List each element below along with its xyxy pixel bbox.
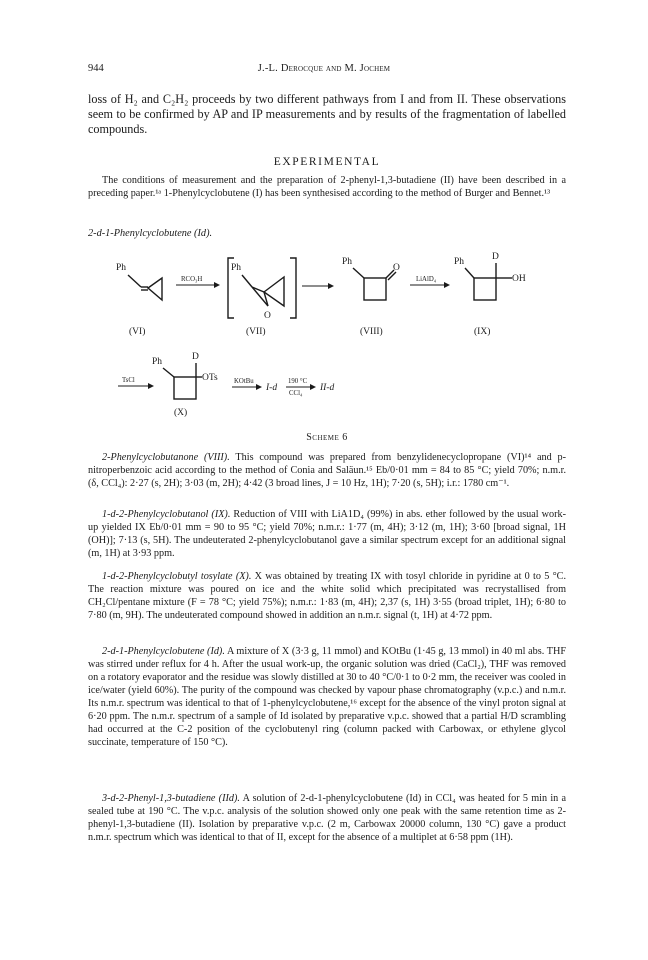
paragraph-ix: [88, 508, 566, 560]
reaction-scheme: [88, 244, 566, 420]
paragraph-iid-text: A solution of 2-d-1-phenylcyclobutene (Id) in CCl₄ was heated for 5 min in a sealed tube at 190 °C. The v.p.c. analysis of the solution showed only one peak with the same retention time as 2-phenyl-1,3-butadiene (II). Isolation by preparative v.p.c. (2 m, Carbowax 20000 column, 130 °C) gave a product n.m.r. spectrum which was identical to that of II, except for the absence of a multiplet at 6·58 ppm (1H).: [88, 793, 566, 843]
x-deuterium-label: D: [192, 352, 199, 362]
paragraph-viii-title: 2-Phenylcyclobutanone (VIII).: [102, 452, 230, 463]
vi-cyclopropane-ring: [148, 278, 162, 300]
ix-deuterium-label: D: [492, 252, 499, 262]
compound-label-viii: (VIII): [360, 327, 383, 337]
x-cyclobutane-ring: [174, 377, 196, 399]
ix-ph-bond: [465, 268, 474, 278]
compound-label-vii: (VII): [246, 327, 266, 337]
scheme-subheading: 2-d-1-Phenylcyclobutene (Id).: [88, 228, 213, 239]
reaction-scheme-drawing: [88, 244, 566, 420]
scheme-caption: Scheme 6: [306, 432, 348, 443]
ix-phenyl-label: Ph: [454, 257, 465, 267]
page-number: 944: [88, 63, 104, 74]
paragraph-x: [88, 570, 566, 622]
viii-phenyl-label: Ph: [342, 257, 353, 267]
arrow-head-2: [328, 283, 334, 289]
reagent-kotbu: KOtBu: [234, 378, 254, 385]
paragraph-ix-title: 1-d-2-Phenylcyclobutanol (IX).: [102, 509, 231, 520]
compound-label-vi: (VI): [129, 327, 146, 337]
x-phenyl-label: Ph: [152, 357, 163, 367]
paragraph-id: [88, 645, 566, 749]
running-head-authors: J.-L. Derocque and M. Jochem: [257, 63, 391, 74]
paragraph-viii: [88, 451, 566, 490]
paragraph-x-text: X was obtained by treating IX with tosyl chloride in pyridine at 0 to 5 °C. The reaction mixture was poured on ice and the white solid which precipitated was recrystallised from CH₂Cl/pentane mixture (F = 78 °C; yield 75%); n.m.r.: 1·83 (m, 4H); 2,37 (s, 1H) 3·55 (broad triplet, 1H); 6·80 to 7·80 (m, 9H). The undeuterated compound showed in addition an n.m.r. signal (t, 1H) at 4·72 ppm.: [88, 571, 566, 621]
arrow-head-4: [148, 383, 154, 389]
experimental-intro-paragraph: The conditions of measurement and the preparation of 2-phenyl-1,3-butadiene (II) have been described in a preceding paper.¹ᵃ 1-Phenylcyclobutene (I) has been synthesised according to the method of Burger and Bennet.¹³: [88, 175, 566, 199]
intro-paragraph: loss of H₂ and C₂H₂ proceeds by two different pathways from I and from II. These observations seem to be confirmed by AP and IP measurements and by results of the fragmentation of labelled compounds.: [88, 92, 566, 136]
arrow-head-1: [214, 282, 220, 288]
paragraph-viii-text: This compound was prepared from benzylidenecyclopropane (VI)¹⁴ and p-nitroperbenzoic acid according to the method of Conia and Saläun.¹⁵ Eb/0·01 mm = 84 to 85 °C; yield 70%; n.m.r. (δ, CCl₄): 2·27 (s, 2H); 3·03 (m, 2H); 4·42 (3 broad lines, J = 10 Hz, 1H); 7·20 (s, 5H); i.r.: 1780 cm⁻¹.: [88, 452, 566, 489]
paragraph-ix-text: Reduction of VIII with LiA1D₄ (99%) in abs. ether followed by the usual work-up yielded IX Eb/0·01 mm = 90 to 95 °C; yield 70%; n.m.r.: 1·77 (m, 4H); 3·12 (m, 1H); 3·60 [broad signal, 1H (OH)]; 7·13 (s, 5H). The undeuterated 2-phenylcyclobutanol gave a similar spectrum except for an additional signal (m, 1H) at 3·93 ppm.: [88, 509, 566, 559]
arrow-head-5: [256, 384, 262, 390]
running-head: [88, 63, 560, 77]
vii-right-bracket: [290, 258, 296, 318]
x-tosylate-label: OTs: [202, 373, 218, 383]
ix-cyclobutane-ring: [474, 278, 496, 300]
arrow-head-3: [444, 282, 450, 288]
section-heading-experimental: EXPERIMENTAL: [273, 156, 381, 168]
condition-temperature: 190 °C: [288, 378, 308, 385]
arrow-head-6: [310, 384, 316, 390]
viii-ph-bond: [353, 268, 364, 278]
paragraph-iid: [88, 792, 566, 844]
vii-oxygen-label: O: [264, 311, 271, 321]
ix-hydroxyl-label: OH: [512, 274, 526, 284]
paragraph-id-text: A mixture of X (3·3 g, 11 mmol) and KOtBu (1·45 g, 13 mmol) in 40 ml abs. THF was stirred under reflux for 4 h. After the usual work-up, the organic solution was dried (CaCl₂), THF was removed on a rotatory evaporator and the residue was slowly distilled at 30 to 40 °C/0·1 to 0·2 mm, the receiver was cooled in ice/water (yield 60%). The purity of the compound was checked by vapour phase chromatography (v.p.c.) and n.m.r. Its n.m.r. spectrum was identical to that of 1-phenylcyclobutene,¹⁶ except for the absence of the vinyl proton signal at 6·20 ppm. The n.m.r. spectrum of a sample of Id isolated by preparative v.p.c. showed that a partial H/D scrambling had occurred at the C-2 position of the cyclobutenyl ring (column packed with Carbowax, or ethylene glycol succinate, temperature of 150 °C).: [88, 646, 566, 748]
x-ph-bond: [163, 368, 174, 377]
paragraph-iid-title: 3-d-2-Phenyl-1,3-butadiene (IId).: [102, 793, 240, 804]
reagent-lialdh: LiAlD₄: [416, 276, 437, 283]
viii-cyclobutane-ring: [364, 278, 386, 300]
reagent-peracid: RCO₃H: [181, 276, 203, 283]
vi-ph-bond: [128, 275, 141, 287]
viii-oxygen-label: O: [393, 263, 400, 273]
product-iid-label: II-d: [320, 383, 335, 393]
vii-ph-bond: [242, 275, 252, 287]
condition-solvent: CCl₄: [289, 390, 303, 397]
paragraph-x-title: 1-d-2-Phenylcyclobutyl tosylate (X).: [102, 571, 252, 582]
paragraph-id-title: 2-d-1-Phenylcyclobutene (Id).: [102, 646, 225, 657]
vii-phenyl-label: Ph: [231, 263, 242, 273]
viii-carbonyl-bond-2: [388, 272, 396, 280]
product-id-label: I-d: [266, 383, 278, 393]
compound-label-x: (X): [174, 408, 188, 418]
compound-label-ix: (IX): [474, 327, 491, 337]
reagent-tscl: TsCl: [122, 377, 135, 384]
vi-phenyl-label: Ph: [116, 263, 127, 273]
